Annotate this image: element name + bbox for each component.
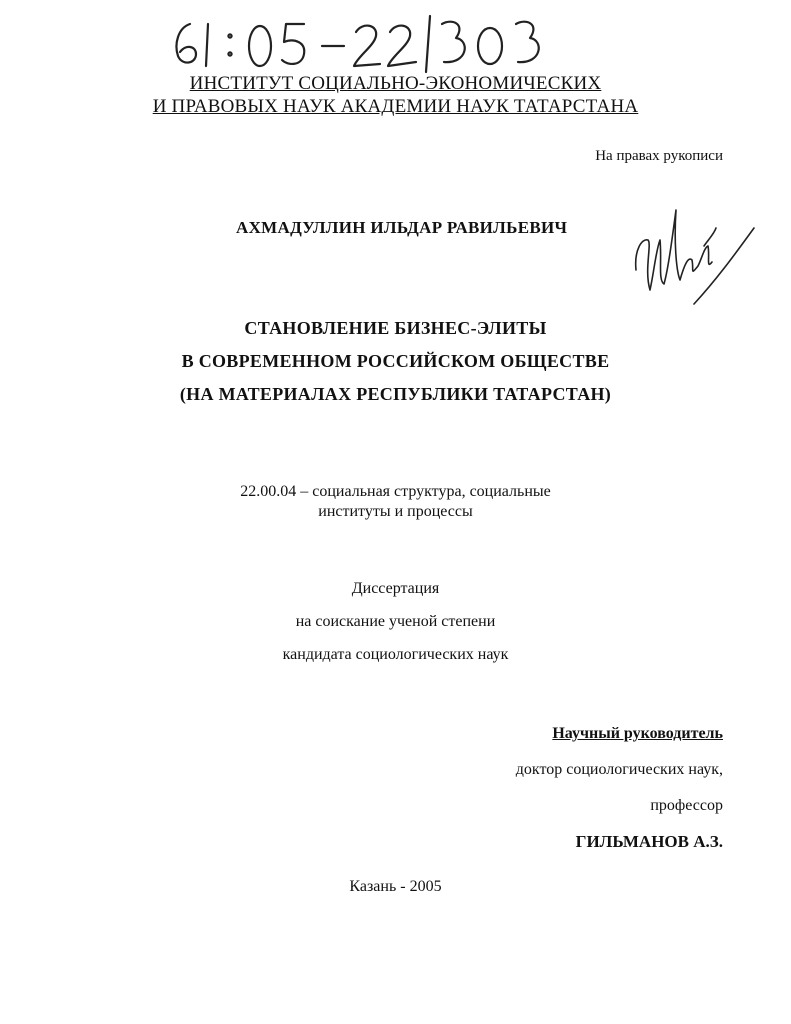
specialty-line-2: институты и процессы bbox=[318, 503, 473, 520]
supervisor-degree: доктор социологических наук, bbox=[515, 761, 723, 778]
dissertation-line-2: на соискание ученой степени bbox=[295, 613, 496, 630]
supervisor-name: ГИЛЬМАНОВ А.З. bbox=[575, 832, 723, 851]
city-year: Казань - 2005 bbox=[349, 878, 442, 895]
specialty-line-1: 22.00.04 – социальная структура, социальные bbox=[240, 483, 551, 500]
specialty-code bbox=[0, 482, 791, 522]
rights-note: На правах рукописи bbox=[595, 148, 723, 164]
institute-line-2: И ПРАВОВЫХ НАУК АКАДЕМИИ НАУК ТАТАРСТАНА bbox=[152, 96, 639, 117]
title-line-1: СТАНОВЛЕНИЕ БИЗНЕС-ЭЛИТЫ bbox=[244, 318, 547, 338]
supervisor-rank: профессор bbox=[650, 797, 723, 814]
institute-line-1: ИНСТИТУТ СОЦИАЛЬНО-ЭКОНОМИЧЕСКИХ bbox=[189, 73, 602, 94]
handwritten-archive-code bbox=[168, 10, 548, 74]
dissertation-line-3: кандидата социологических наук bbox=[282, 646, 509, 663]
signature bbox=[628, 200, 758, 310]
title-line-2: В СОВРЕМЕННОМ РОССИЙСКОМ ОБЩЕСТВЕ bbox=[181, 351, 610, 371]
supervisor-block bbox=[516, 716, 723, 860]
dissertation-title bbox=[0, 312, 791, 411]
title-line-3: (НА МАТЕРИАЛАХ РЕСПУБЛИКИ ТАТАРСТАН) bbox=[179, 384, 612, 404]
institute-name bbox=[0, 72, 791, 118]
dissertation-type bbox=[0, 572, 791, 671]
author-name: АХМАДУЛЛИН ИЛЬДАР РАВИЛЬЕВИЧ bbox=[236, 218, 568, 237]
dissertation-line-1: Диссертация bbox=[351, 580, 440, 597]
supervisor-heading: Научный руководитель bbox=[552, 725, 723, 742]
